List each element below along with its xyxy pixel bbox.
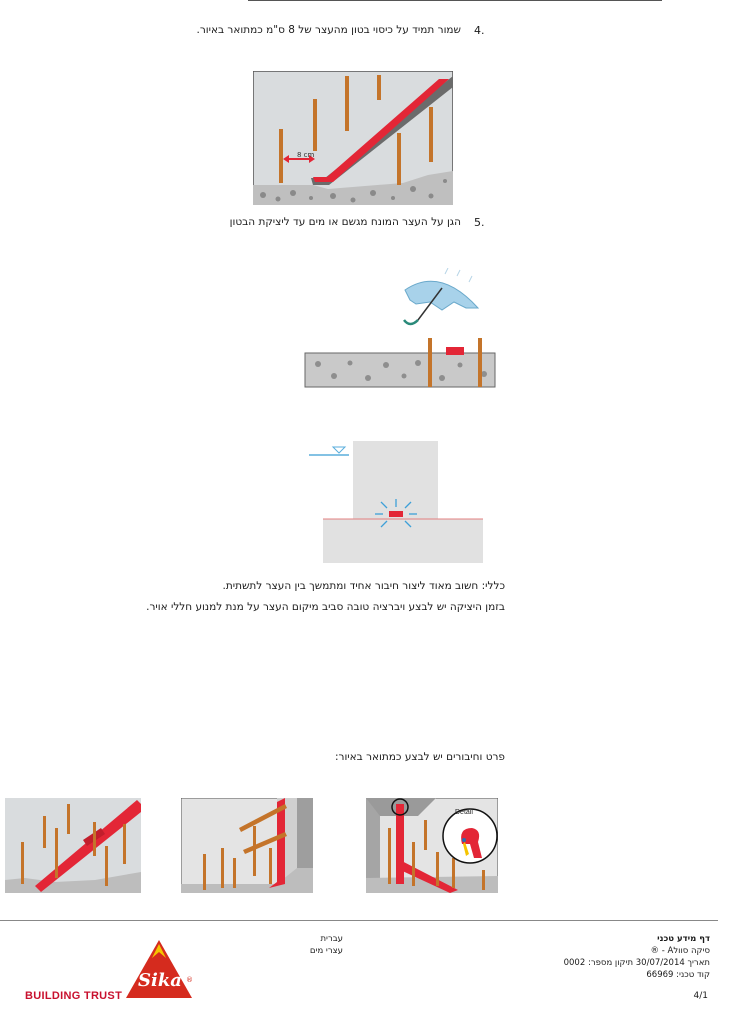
- detail-figure-detail-callout: [366, 798, 498, 893]
- figure-cover-label: 8 cm: [297, 151, 315, 159]
- footer-date-line: תאריך 30/07/2014 תיקון מספר: 0002: [563, 958, 710, 968]
- footer-title: דף מידע טכני: [657, 934, 710, 944]
- figure-concrete-cover: [253, 71, 453, 205]
- general-line-2: בזמן היציקה יש לבצע ויברציה טובה סביב מיקום העצר על מנת למנוע חללי אויר.: [146, 601, 505, 613]
- figure-umbrella-protection: [300, 268, 500, 390]
- footer-product: סיקה סוול: [673, 946, 710, 956]
- step4-text: שמור תמיד על כיסוי בטון מהעצר של 8 ס"מ כמתואר באיור.: [196, 24, 461, 36]
- footer-product-line: [651, 945, 710, 957]
- sika-logo-text: Sika: [138, 970, 182, 991]
- page-number: 4/1: [693, 991, 708, 1001]
- figure-waterstop-section: [309, 441, 483, 563]
- detail-figure-lap-joint: [5, 798, 141, 893]
- header-rule: [248, 0, 662, 1]
- footer-language: עברית: [320, 934, 343, 944]
- step5-text: הגן על העצר המונח מגשם או מים עד ליציקת הבטון: [229, 216, 461, 228]
- sika-registered-mark: ®: [186, 976, 193, 984]
- footer-product-suffix: ® - A: [650, 946, 674, 956]
- umbrella-icon: [404, 281, 478, 324]
- step5-number: 5.: [474, 216, 485, 229]
- footer-category: עצרי מים: [309, 946, 343, 956]
- footer-code-line: קוד טכני: 66969: [646, 970, 710, 980]
- detail-callout-label: Detail: [455, 809, 473, 816]
- step4-number: 4.: [474, 24, 485, 37]
- footer-rule: [0, 920, 718, 921]
- detail-figure-wall-corner: [181, 798, 313, 893]
- brand-tagline: BUILDING TRUST: [25, 990, 123, 1002]
- general-line-1: כללי: חשוב מאוד ליצור חיבור אחיד ומתמשך בין העצר לתשתית.: [222, 580, 505, 592]
- details-intro: פרט וחיבורים יש לבצע כמתואר באיור:: [334, 751, 505, 763]
